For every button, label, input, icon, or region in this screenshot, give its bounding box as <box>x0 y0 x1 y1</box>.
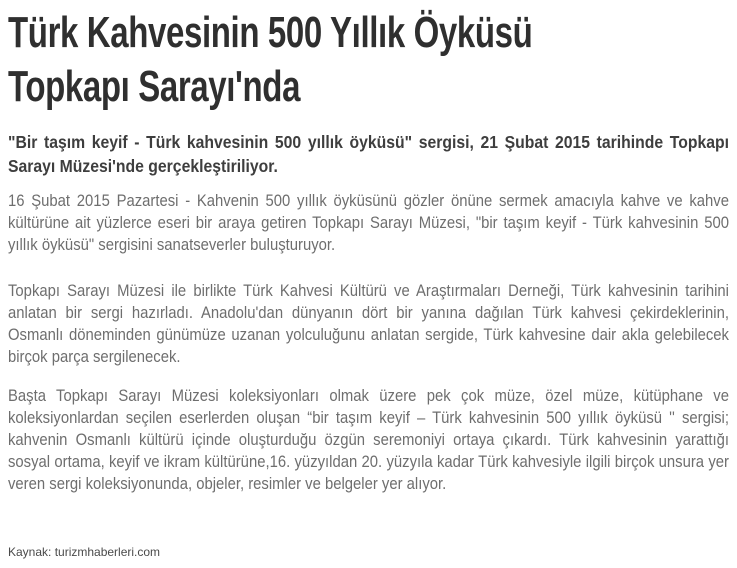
article-title-line1: Türk Kahvesinin 500 Yıllık Öyküsü <box>8 8 533 57</box>
article-paragraph-1: 16 Şubat 2015 Pazartesi - Kahvenin 500 yıllık öyküsünü gözler önüne sermek amacıyla kahve ve kahve kültürüne ait yüzlerce eseri bir araya getiren Topkapı Sarayı Müzesi, "bir taşım keyif - Türk kahvesinin 500 yıllık öyküsü" sergisini sanatseverler buluşturuyor. <box>8 192 729 254</box>
article-paragraph-2: Topkapı Sarayı Müzesi ile birlikte Türk Kahvesi Kültürü ve Araştırmaları Derneği, Türk kahvesinin tarihini anlatan bir sergi hazırladı. Anadolu'dan dünyanın dört bir yanına dağılan Türk kahvesi çekirdeklerinin, Osmanlı döneminden günümüze uzanan yolculuğunu anlatan sergide, Türk kahvesine dair akla gelebilecek birçok parça sergilenecek. <box>8 282 729 366</box>
article-paragraph-3: Başta Topkapı Sarayı Müzesi koleksiyonları olmak üzere pek çok müze, özel müze, kütüphane ve koleksiyonlardan seçilen eserlerden oluşan “bir taşım keyif – Türk kahvesinin 500 yıllık öyküsü '' sergisi; kahvenin Osmanlı kültürü içinde oluşturduğu özgün seremoniyi ortaya çıkardı. Türk kahvesinin yarattığı sosyal ortama, keyif ve ikram kültürüne,16. yüzyıldan 20. yüzyıla kadar Türk kahvesiyle ilgili birçok unsura yer veren sergi koleksiyonunda, objeler, resimler ve belgeler yer alıyor. <box>8 387 729 493</box>
article-title-line2: Topkapı Sarayı'nda <box>8 62 301 111</box>
source-line: Kaynak: turizmhaberleri.com <box>8 545 161 559</box>
article-lead: "Bir taşım keyif - Türk kahvesinin 500 yıllık öyküsü" sergisi, 21 Şubat 2015 tarihinde Topkapı Sarayı Müzesi'nde gerçekleştiriliyor. <box>8 132 729 176</box>
article-title <box>8 6 700 114</box>
